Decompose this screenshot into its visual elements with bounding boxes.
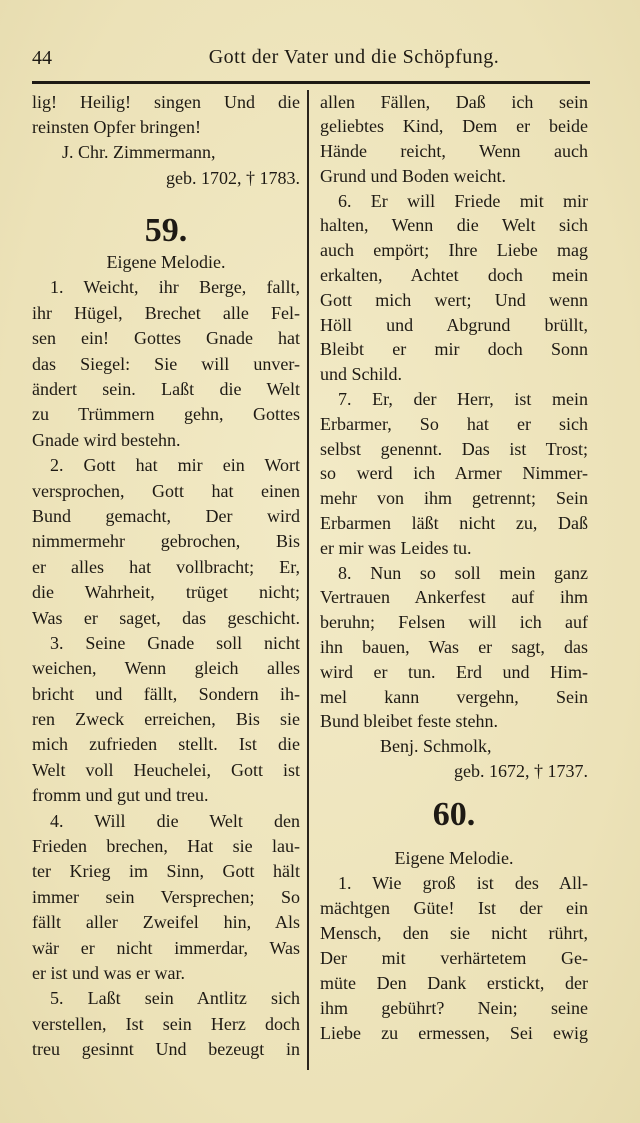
text-line: und Schild. <box>320 364 403 385</box>
text-line: Grund und Boden weicht. <box>320 165 506 186</box>
text-line: Der mit verhärtetem Ge- <box>320 947 588 968</box>
text-line: Frieden brechen, Hat sie lau- <box>32 836 300 857</box>
text-line: Bleibt er mir doch Sonn <box>320 339 588 360</box>
text-line: verstellen, Ist sein Herz doch <box>32 1013 300 1034</box>
author-name: J. Chr. Zimmermann, <box>62 142 216 163</box>
text-line: ter Krieg im Sinn, Gott hält <box>32 861 300 882</box>
running-title: Gott der Vater und die Schöpfung. <box>208 46 500 68</box>
text-line: geliebtes Kind, Dem er beide <box>320 116 588 137</box>
text-line: versprochen, Gott hat einen <box>32 480 300 501</box>
text-line: weichen, Wenn gleich alles <box>32 658 300 679</box>
text-line: Hände reicht, Wenn auch <box>320 141 588 162</box>
text-line: ihn bauen, Was er sagt, das <box>320 637 588 658</box>
left-column <box>32 90 300 1063</box>
text-line: ihm gebührt? Nein; seine <box>320 997 588 1018</box>
text-line: selbst genennt. Das ist Trost; <box>320 438 588 459</box>
text-line: Gott mich wert; Und wenn <box>320 289 588 310</box>
text-line: das Siegel: Sie will unver- <box>32 353 300 374</box>
text-line: er alles hat vollbracht; Er, <box>32 556 300 577</box>
text-line: beruhn; Felsen will ich auf <box>320 612 588 633</box>
text-line: allen Fällen, Daß ich sein <box>320 91 588 112</box>
verse-start-line: 4. Will die Welt den <box>50 810 300 831</box>
header-rule <box>32 81 590 84</box>
text-line: wird er tun. Erd und Him- <box>320 661 588 682</box>
text-line: Was er saget, das geschicht. <box>32 607 300 628</box>
author-name: Benj. Schmolk, <box>380 736 492 757</box>
text-line: Liebe zu ermessen, Sei ewig <box>320 1022 588 1043</box>
text-line: erkalten, Achtet doch mein <box>320 265 588 286</box>
verse-start-line: 1. Wie groß ist des All- <box>338 872 588 893</box>
melody-label: Eigene Melodie. <box>106 252 226 273</box>
text-line: auch empört; Ihre Liebe mag <box>320 240 588 261</box>
text-line: so werd ich Armer Nimmer- <box>320 463 588 484</box>
text-line: treu gesinnt Und bezeugt in <box>32 1039 300 1060</box>
verse-start-line: 1. Weicht, ihr Berge, fallt, <box>50 277 300 298</box>
text-line: müte Den Dank erstickt, der <box>320 972 588 993</box>
text-line: er ist und was er war. <box>32 963 185 984</box>
text-line: ändert sein. Laßt die Welt <box>32 379 300 400</box>
page-number: 44 <box>32 47 52 69</box>
hymn-number: 60. <box>432 795 476 833</box>
text-line: mehr von ihm getrennt; Sein <box>320 488 588 509</box>
verse-start-line: 2. Gott hat mir ein Wort <box>50 455 300 476</box>
text-line: mich zufrieden stellt. Ist die <box>32 734 300 755</box>
text-line: die Wahrheit, trüget nicht; <box>32 582 300 603</box>
text-line: ren Zweck erreichen, Bis sie <box>32 709 300 730</box>
text-line: mel kann vergehn, Sein <box>320 686 588 707</box>
text-line: fromm und gut und treu. <box>32 785 209 806</box>
text-line: lig! Heilig! singen Und die <box>32 91 300 112</box>
text-line: Gnade wird bestehn. <box>32 429 181 450</box>
author-dates: geb. 1702, † 1783. <box>166 167 300 188</box>
melody-label: Eigene Melodie. <box>394 847 514 868</box>
text-line: halten, Wenn die Welt sich <box>320 215 588 236</box>
text-line: reinsten Opfer bringen! <box>32 117 201 138</box>
text-line: Höll und Abgrund brüllt, <box>320 314 588 335</box>
text-line: Bund bleibet feste stehn. <box>320 711 498 732</box>
text-line: Erbarmer, So hat er sich <box>320 413 588 434</box>
text-line: ihr Hügel, Brechet alle Fel- <box>32 302 300 323</box>
verse-start-line: 3. Seine Gnade soll nicht <box>50 632 300 653</box>
verse-start-line: 8. Nun so soll mein ganz <box>338 562 588 583</box>
text-line: Vertrauen Ankerfest auf ihm <box>320 587 588 608</box>
text-line: Erbarmen läßt nicht zu, Daß <box>320 513 588 534</box>
text-line: immer sein Versprechen; So <box>32 886 300 907</box>
verse-start-line: 7. Er, der Herr, ist mein <box>338 389 588 410</box>
text-line: wär er nicht immerdar, Was <box>32 937 300 958</box>
right-column <box>320 90 588 1046</box>
author-dates: geb. 1672, † 1737. <box>454 760 588 781</box>
text-line: zu Trümmern gehn, Gottes <box>32 404 300 425</box>
hymn-number: 59. <box>144 212 188 250</box>
text-line: nimmermehr gebrochen, Bis <box>32 531 300 552</box>
text-line: fällt aller Zweifel hin, Als <box>32 912 300 933</box>
text-line: sen ein! Gottes Gnade hat <box>32 328 300 349</box>
verse-start-line: 5. Laßt sein Antlitz sich <box>50 988 300 1009</box>
column-divider <box>307 90 309 1070</box>
text-line: Mensch, den sie nicht rührt, <box>320 922 588 943</box>
verse-start-line: 6. Er will Friede mit mir <box>338 190 588 211</box>
text-line: bricht und fällt, Sondern ih- <box>32 683 300 704</box>
text-line: er mir was Leides tu. <box>320 537 472 558</box>
text-line: Bund gemacht, Der wird <box>32 505 300 526</box>
text-line: Welt voll Heuchelei, Gott ist <box>32 759 300 780</box>
text-line: mächtgen Güte! Ist der ein <box>320 897 588 918</box>
